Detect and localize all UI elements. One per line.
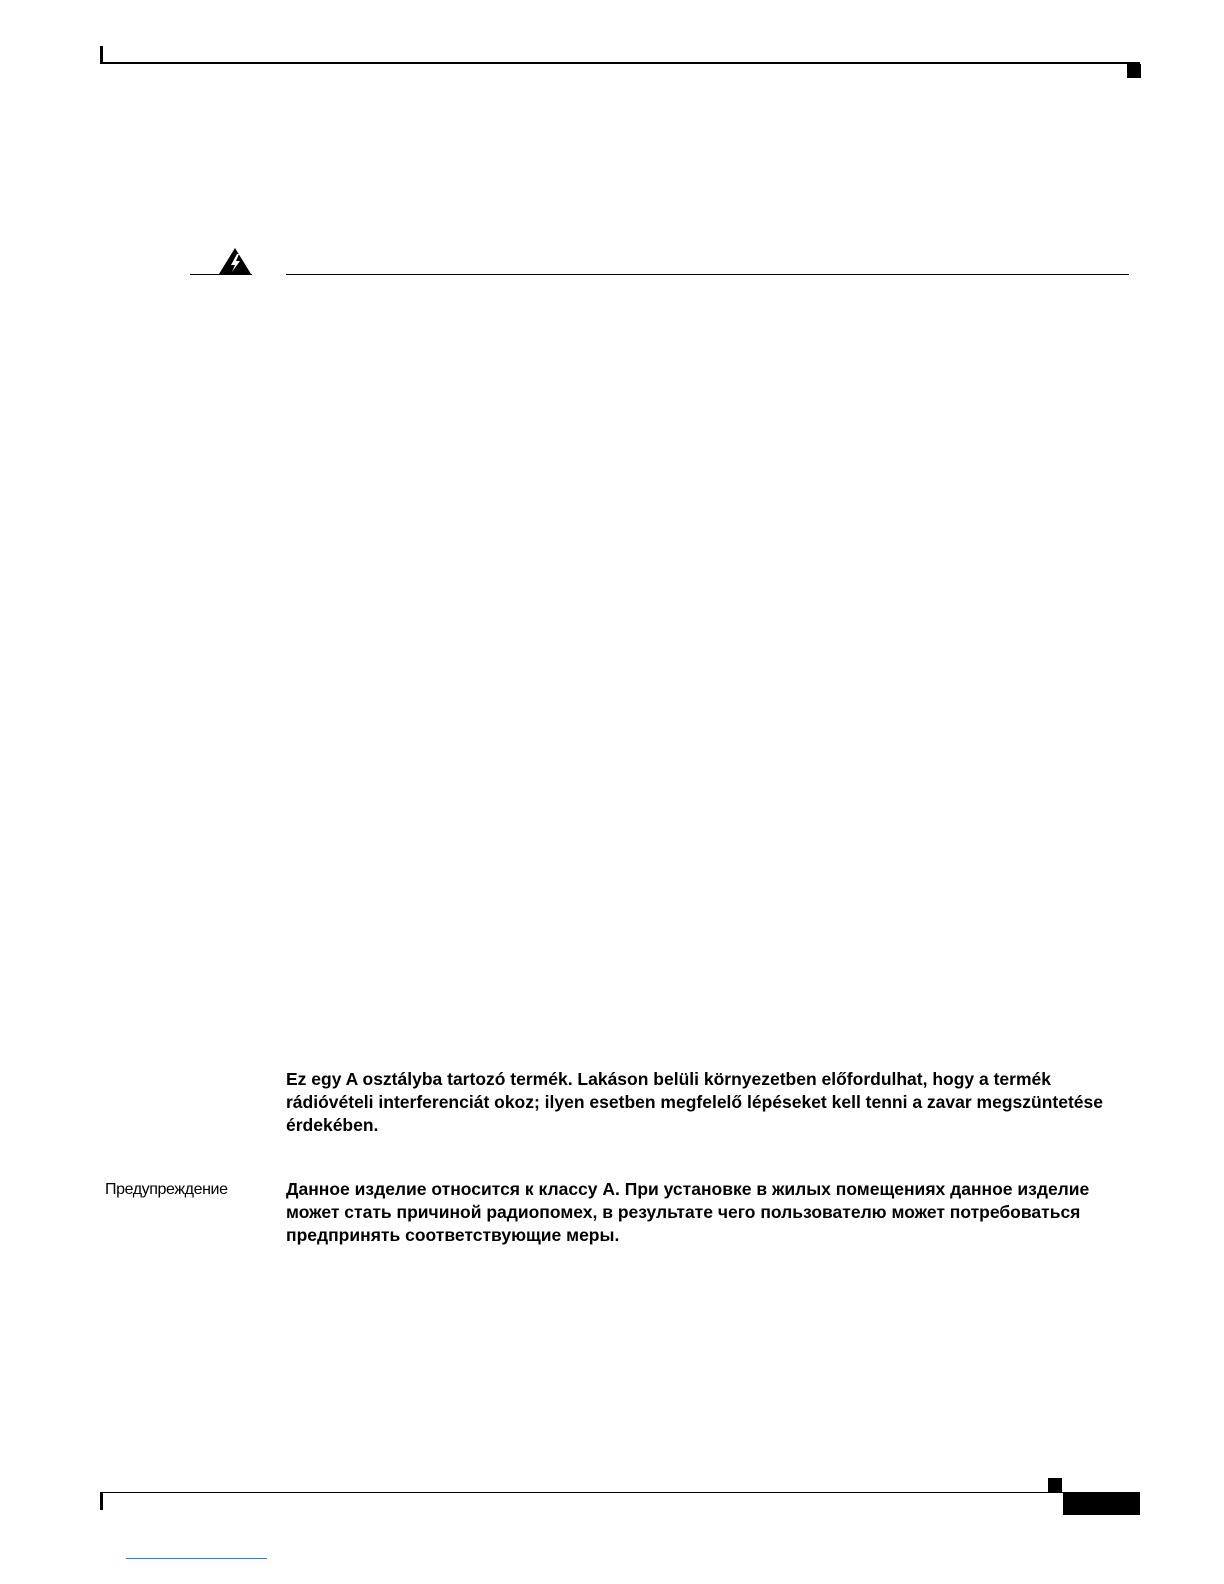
footer-link-underline[interactable] bbox=[126, 1558, 267, 1559]
warning-section-rule bbox=[286, 274, 1129, 275]
header-rule bbox=[100, 62, 1140, 64]
footer-left-tick bbox=[100, 1492, 103, 1510]
footer-corner-mark bbox=[1048, 1478, 1062, 1492]
warning-triangle-lightning-icon bbox=[218, 247, 252, 275]
warning-text-russian: Данное изделие относится к классу А. При установке в жилых помещениях данное изделие может стать причиной радиопомех, в результате чего пользователю может потребоваться предпринять соответствующие меры. bbox=[286, 1179, 1090, 1245]
footer-page-number-block bbox=[1063, 1493, 1140, 1515]
footer-rule bbox=[100, 1492, 1140, 1493]
warning-label-russian: Предупреждение bbox=[105, 1181, 228, 1198]
warning-text-hungarian: Ez egy A osztályba tartozó termék. Lakáson belüli környezetben előfordulhat, hogy a termék rádióvételi interferenciát okoz; ilyen esetben megfelelő lépéseket kell tenni a zavar megszüntetése érdekében. bbox=[286, 1069, 1103, 1135]
header-corner-mark bbox=[1127, 64, 1141, 78]
